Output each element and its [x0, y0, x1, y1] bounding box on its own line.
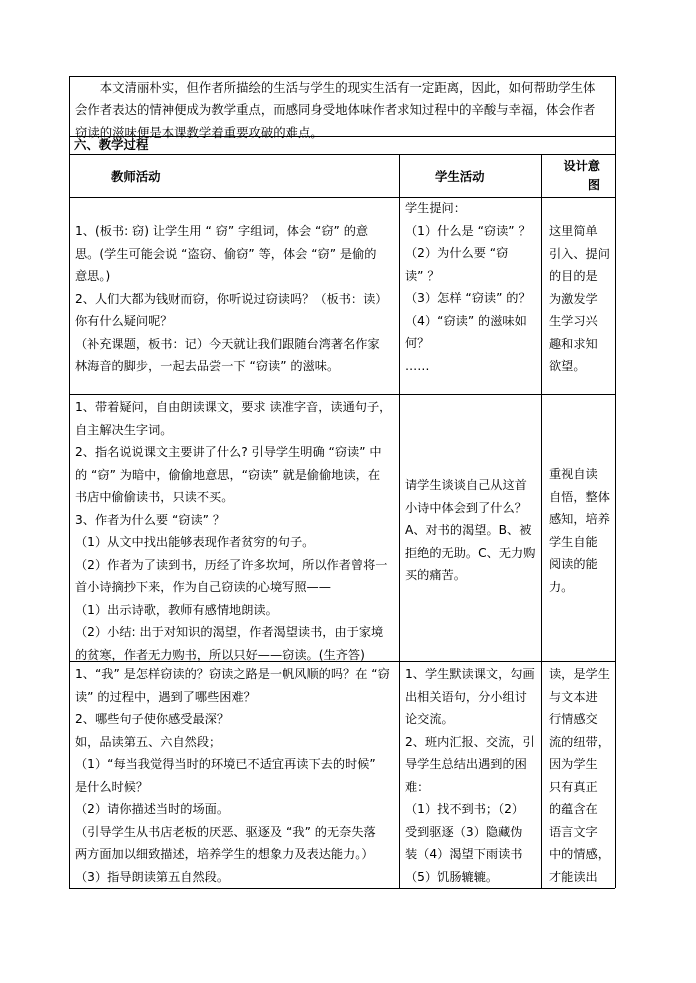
row3-student-line: 装（4）渴望下雨读书	[405, 847, 523, 861]
row2-teacher-line: 自主解决生字词。	[75, 422, 173, 437]
row3-teacher-line: （2）请你描述当时的场面。	[75, 802, 230, 816]
row2-design-line: 感知，培养	[549, 512, 610, 526]
row2-design-line: 自悟，整体	[549, 489, 610, 504]
row2-teacher-line: （1）从文中找出能够表现作者贫穷的句子。	[75, 535, 315, 549]
row3-student-cell	[405, 663, 539, 888]
row1-design-line: 这里简单	[549, 224, 598, 238]
row1-student-line: （1）什么是 “窃读” ？	[405, 223, 531, 238]
row2-student-line: 小诗中体会到了什么？	[405, 500, 527, 515]
row1-student-line: 何？	[405, 336, 430, 350]
row3-design-cell	[549, 663, 613, 888]
column-divider-1	[399, 154, 400, 888]
row1-student-line: （4）“窃读” 的滋味如	[405, 313, 527, 328]
row3-design-line: 因为学生	[549, 757, 598, 771]
row2-student-line: A、对书的渴望。B、被	[405, 523, 532, 537]
row1-teacher-cell	[75, 220, 397, 378]
intro-line: 会作者表达的情神便成为教学重点，而感同身受地体味作者求知过程中的辛酸与幸福，体会作者	[75, 102, 596, 118]
header-teacher-activity: 教师活动	[111, 169, 161, 184]
row3-teacher-cell	[75, 663, 397, 888]
row3-teacher-line: 2、哪些句子使你感受最深？	[75, 712, 230, 726]
row2-teacher-line: 首小诗摘抄下来，作为自己窃读的心境写照——	[75, 580, 331, 594]
row1-design-line: 引入、提问	[549, 246, 610, 261]
row3-teacher-line: （引导学生从书店老板的厌恶、驱逐及 “我” 的无奈失落	[75, 824, 376, 839]
row3-design-line: 行情感交	[549, 712, 598, 726]
row2-student-line: 拒绝的无助。C、无力购	[405, 545, 536, 560]
row2-teacher-line: （2）小结: 出于对知识的渴望，作者渴望读书，由于家境	[75, 625, 384, 639]
row2-student-line: 买的痛苦。	[405, 568, 466, 582]
row1-design-line: 生学习兴	[549, 314, 598, 328]
row2-teacher-line: 的 “窃” 为暗中，偷偷地意思，“窃读” 就是偷偷地读，在	[75, 467, 381, 482]
row3-student-line: （1）找不到书；（2）	[405, 802, 525, 816]
row3-design-line: 的蕴含在	[549, 802, 598, 816]
row2-teacher-line: 的贫寒，作者无力购书，所以只好——窃读。(生齐答)	[75, 647, 365, 662]
row2-student-line: 请学生谈谈自己从这首	[405, 478, 527, 492]
row3-design-line: 语言文字	[549, 824, 598, 839]
row3-teacher-line: （1）“每当我觉得当时的环境已不适宜再读下去的时候”	[75, 757, 376, 771]
row2-design-line: 力。	[549, 579, 574, 594]
column-divider-2	[541, 154, 542, 888]
row3-student-line: 论交流。	[405, 712, 454, 726]
row1-teacher-line: （补充课题，板书：记）今天就让我们跟随台湾著名作家	[75, 336, 380, 351]
row3-design-line: 只有真正	[549, 779, 598, 794]
row1-design-line: 欲望。	[549, 359, 586, 373]
row1-student-cell	[405, 197, 539, 377]
row3-teacher-line: 读” 的过程中，遇到了哪些困难？	[75, 689, 256, 704]
row1-design-line: 的目的是	[549, 269, 598, 283]
row2-design-line: 学生自能	[549, 534, 598, 549]
row3-student-line: 2、班内汇报、交流，引	[405, 734, 535, 749]
row1-teacher-line: 林海音的脚步，一起去品尝一下 “窃读” 的滋味。	[75, 359, 340, 373]
row1-teacher-line: 2、人们大都为钱财而窃，你听说过窃读吗？（板书：读）	[75, 291, 388, 306]
section-title: 六、教学过程	[74, 137, 149, 152]
row2-teacher-line: 1、带着疑问，自由朗读课文，要求 读准字音，读通句子，	[75, 400, 392, 414]
row1-student-line: 读” ？	[405, 268, 440, 283]
row1-design-line: 趣和求知	[549, 336, 598, 351]
row3-student-line: 受到驱逐（3）隐藏伪	[405, 824, 523, 839]
row3-teacher-line: （3）指导朗读第五自然段。	[75, 869, 230, 884]
row3-student-line: 导学生总结出遇到的困	[405, 757, 527, 771]
row3-teacher-line: 两方面加以细致描述，培养学生的想象力及表达能力。）	[75, 847, 374, 861]
row3-student-line: 出相关语句，分小组讨	[405, 689, 527, 704]
row1-bottom-line	[69, 394, 615, 395]
row3-student-line: （5）饥肠辘辘。	[405, 869, 499, 884]
row3-student-line: 难：	[405, 779, 430, 794]
row2-teacher-line: 3、作者为什么要 “窃读” ？	[75, 512, 226, 527]
row3-design-line: 读，是学生	[549, 667, 610, 681]
row1-teacher-line: 你有什么疑问呢？	[75, 314, 173, 328]
intro-paragraph	[75, 77, 611, 144]
section-title-bottom-line	[69, 154, 615, 155]
row2-design-cell	[549, 463, 613, 598]
row2-teacher-line: （1）出示诗歌，教师有感情地朗读。	[75, 602, 278, 617]
row2-student-cell	[405, 474, 539, 587]
row2-design-line: 阅读的能	[549, 557, 598, 571]
row2-design-line: 重视自读	[549, 467, 598, 481]
row1-student-line: ……	[405, 358, 430, 373]
row3-design-line: 流的纽带，	[549, 734, 610, 749]
row3-design-line: 中的情感，	[549, 847, 610, 861]
row3-design-line: 才能读出	[549, 869, 598, 884]
intro-line: 本文清丽朴实，但作者所描绘的生活与学生的现实生活有一定距离，因此，如何帮助学生体	[75, 80, 596, 95]
row3-teacher-line: 1、“我” 是怎样窃读的？窃读之路是一帆风顺的吗？在 “窃	[75, 667, 390, 681]
row2-teacher-line: 2、指名说说课文主要讲了什么? 引导学生明确 “窃读” 中	[75, 445, 382, 459]
table-bottom-line	[69, 888, 615, 889]
row3-design-line: 与文本进	[549, 689, 598, 704]
row1-student-line: 学生提问：	[405, 201, 466, 215]
row1-student-line: （2）为什么要 “窃	[405, 246, 509, 260]
header-design-intent: 设计意图	[563, 159, 600, 192]
row1-student-line: （3）怎样 “窃读” 的？	[405, 291, 531, 305]
row2-teacher-line: （2）作者为了读到书，历经了许多坎坷，所以作者曾将一	[75, 557, 388, 572]
row1-design-line: 为激发学	[549, 291, 598, 306]
row1-teacher-line: 1、(板书: 窃) 让学生用 “ 窃” 字组词，体会 “窃” 的意	[75, 224, 369, 238]
row2-teacher-cell	[75, 396, 397, 666]
row3-teacher-line: 是什么时候？	[75, 779, 149, 794]
row1-design-cell	[549, 220, 613, 378]
header-student-activity: 学生活动	[435, 169, 485, 184]
row3-teacher-line: 如，品读第五、六自然段；	[75, 734, 222, 749]
intro-line: 窃读的滋味便是本课教学着重要攻破的难点。	[75, 124, 323, 140]
row2-teacher-line: 书店中偷偷读书，只读不买。	[75, 490, 234, 504]
row3-student-line: 1、学生默读课文，勾画	[405, 667, 535, 681]
row1-teacher-line: 意思。)	[75, 269, 111, 283]
row1-teacher-line: 思。(学生可能会说 “盗窃、偷窃” 等，体会 “窃” 是偷的	[75, 246, 377, 261]
table-border-right	[615, 76, 616, 888]
